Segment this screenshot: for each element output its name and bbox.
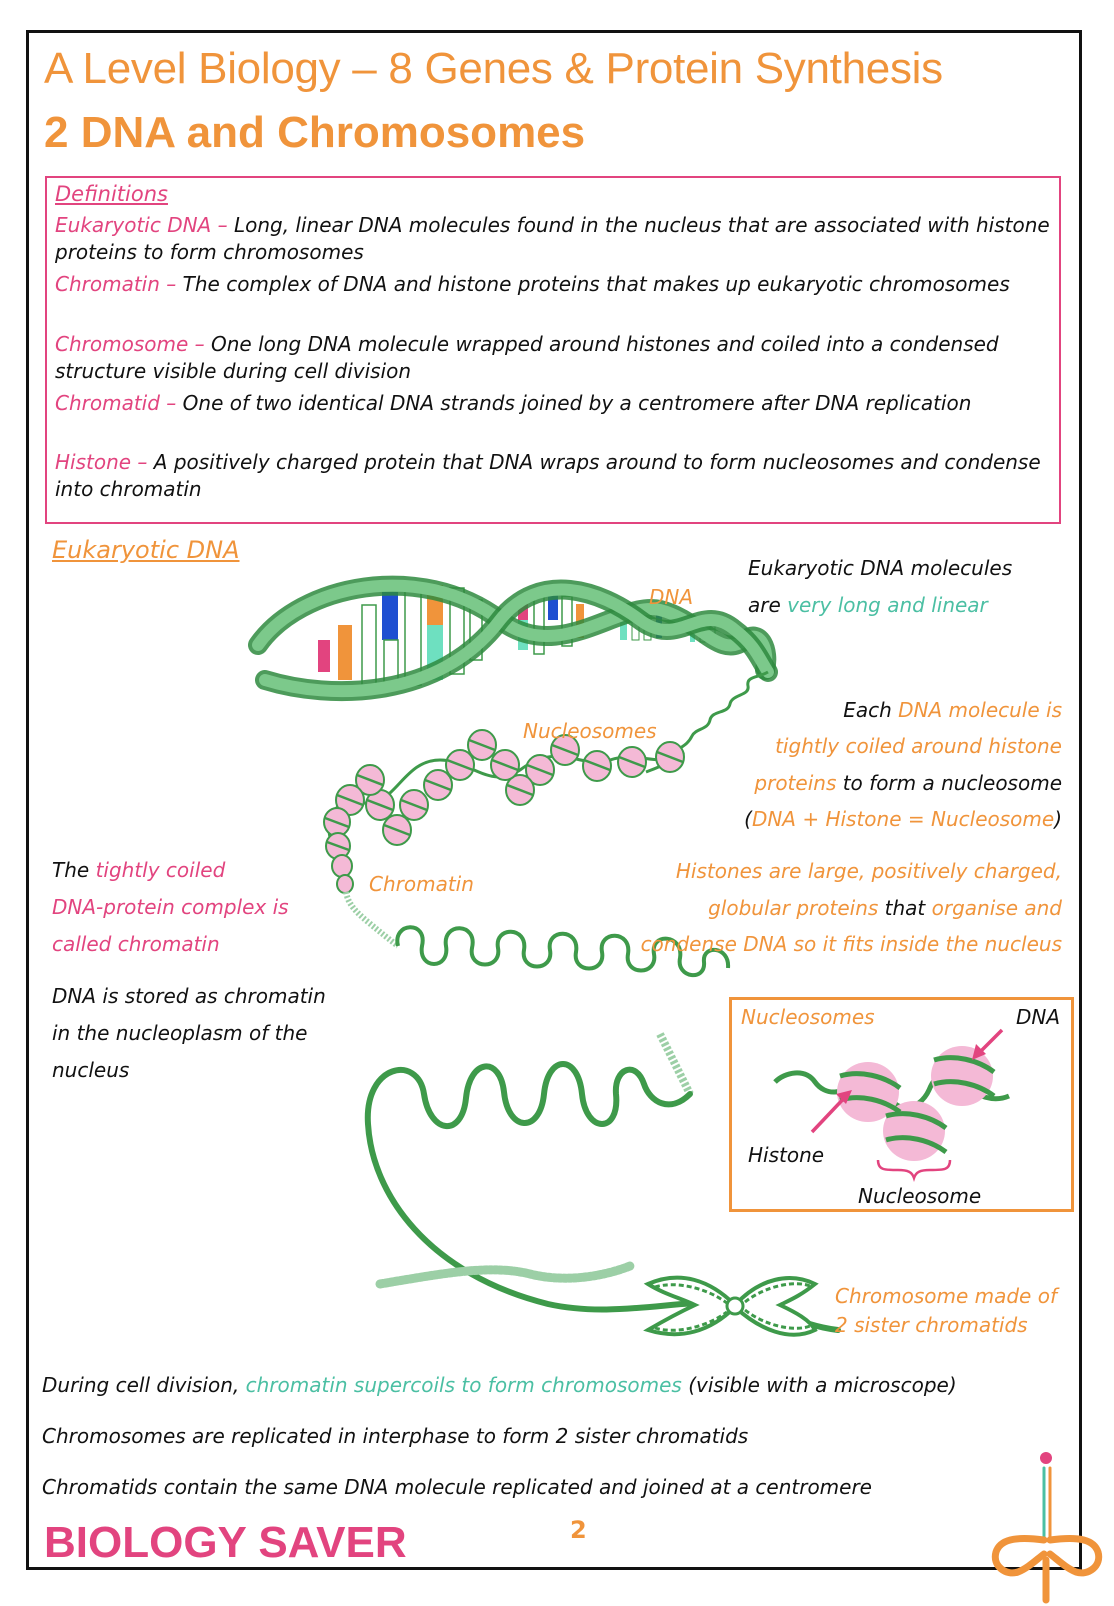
label-chromatin: Chromatin [369,872,474,896]
note-chromatin-1: The tightly coiled [52,858,226,882]
inset-label-histone: Histone [748,1143,825,1167]
definition-histone: Histone – A positively charged protein that DNA wraps around to form nucleosomes and condense into chromatin [55,450,1041,501]
definition-eukaryotic-dna: Eukaryotic DNA – Long, linear DNA molecules found in the nucleus that are associated with histone proteins to form chromosomes [55,213,1050,264]
note-storage-3: nucleus [52,1058,130,1082]
note-dna-long-1: Eukaryotic DNA molecules [748,556,1013,580]
note-coil-2: tightly coiled around histone [775,734,1062,758]
note-histone-3: condense DNA so it fits inside the nucleus [640,932,1062,956]
note-coil-4: (DNA + Histone = Nucleosome) [744,807,1062,831]
trna-logo-icon [995,1452,1098,1600]
inset-title: Nucleosomes [741,1005,875,1029]
note-chromosome-2: 2 sister chromatids [835,1313,1028,1337]
dna-double-helix [258,585,768,772]
nucleosome-inset-box [729,997,1074,1212]
definition-chromatin: Chromatin – The complex of DNA and histone proteins that makes up eukaryotic chromosomes [55,272,1010,296]
note-coil-3: proteins to form a nucleosome [754,771,1062,795]
page-subtitle: 2 DNA and Chromosomes [44,108,586,157]
definition-chromosome: Chromosome – One long DNA molecule wrapped around histones and coiled into a condensed structure visible during cell division [55,332,999,383]
note-chromatin-2: DNA-protein complex is [52,895,289,919]
definition-chromatid: Chromatid – One of two identical DNA strands joined by a centromere after DNA replication [55,391,972,415]
note-storage-1: DNA is stored as chromatin [52,984,326,1008]
note-coil-1: Each DNA molecule is [843,698,1062,722]
note-histone-1: Histones are large, positively charged, [675,859,1062,883]
note-chromosome-1: Chromosome made of [835,1284,1057,1308]
page-number: 2 [570,1516,587,1544]
bottom-line-1: During cell division, chromatin supercoils to form chromosomes (visible with a microscope) [42,1373,957,1397]
section-heading: Eukaryotic DNA [52,536,240,564]
label-nucleosomes: Nucleosomes [523,719,657,743]
bottom-line-3: Chromatids contain the same DNA molecule replicated and joined at a centromere [42,1475,872,1499]
bottom-line-2: Chromosomes are replicated in interphase to form 2 sister chromatids [42,1424,749,1448]
label-dna: DNA [649,585,694,609]
inset-label-dna: DNA [1016,1005,1061,1029]
note-storage-2: in the nucleoplasm of the [52,1021,308,1045]
note-histone-2: globular proteins that organise and [708,896,1062,920]
nucleosome-chain [324,730,684,946]
note-chromatin-3: called chromatin [52,932,220,956]
inset-label-nucleosome: Nucleosome [858,1184,982,1208]
page-title: A Level Biology – 8 Genes & Protein Synthesis [44,44,943,93]
note-dna-long-2: are very long and linear [748,593,988,617]
brand-logo: BIOLOGY SAVER [44,1518,407,1567]
definitions-heading: Definitions [55,182,168,206]
